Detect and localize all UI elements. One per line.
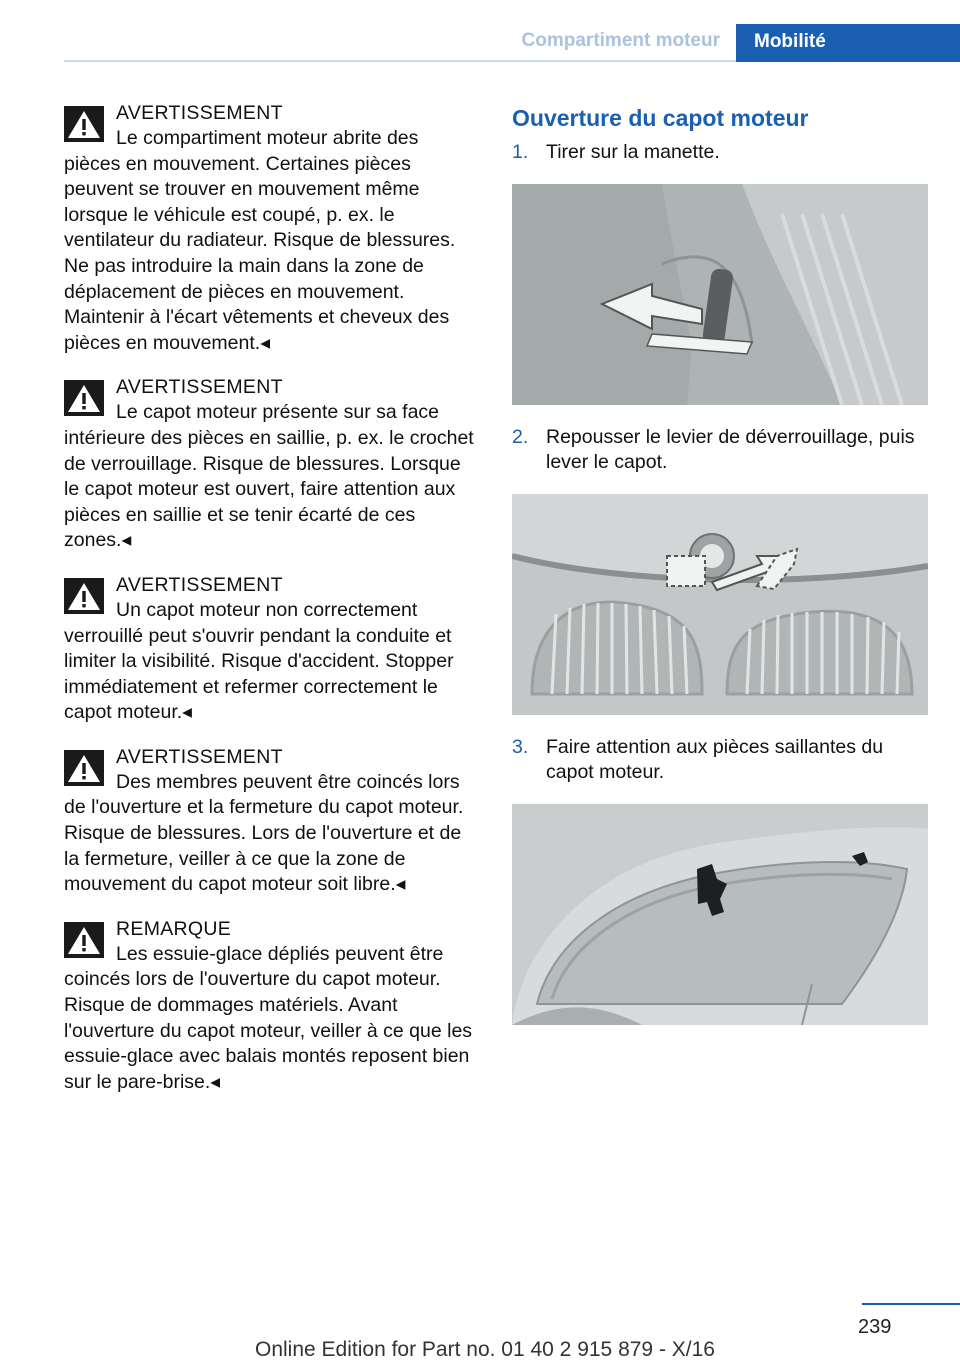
warning-text: Le capot moteur présente sur sa face intérieure des pièces en saillie, p. ex. le crochet de verrouillage. Risque de blessures. Lorsque le capot moteur est ouvert, faire attention aux pièces en saillie et se tenir écarté de ces zones.◂ [64, 401, 474, 552]
warning-text: Des membres peuvent être coincés lors de l'ouverture et la fermeture du capot moteur. Risque de blessures. Lors de l'ouverture et de la fermeture, veiller à ce que la zone de mouvement du capot moteur soit libre.◂ [64, 770, 464, 896]
warning-block [64, 100, 476, 356]
step-text: Tirer sur la manette. [546, 141, 720, 163]
step-number: 2. [512, 425, 529, 448]
step-item [512, 425, 928, 476]
step-number: 1. [512, 141, 529, 163]
step-number: 3. [512, 735, 529, 758]
warning-title: AVERTISSEMENT [116, 573, 283, 596]
page-header [0, 0, 960, 62]
step-text: Repousser le levier de déverrouillage, puis lever le capot. [546, 425, 915, 474]
page-number-rule [862, 1303, 960, 1305]
notice-title: REMARQUE [116, 917, 232, 940]
edition-footer: Online Edition for Part no. 01 40 2 915 879 - X/16 [255, 1338, 715, 1361]
warning-text: Un capot moteur non correctement verrouillé peut s'ouvrir pendant la conduite et limiter la visibilité. Risque d'accident. Stopper immédiatement et refermer correctement le capot moteur.◂ [64, 598, 454, 724]
warning-block [64, 374, 476, 554]
header-section-title: Compartiment moteur [521, 30, 720, 51]
warning-block [64, 744, 476, 898]
notice-text: Les essuie-glace dépliés peuvent être coincés lors de l'ouverture du capot moteur. Risque de dommages matériels. Avant l'ouverture du capot moteur, veiller à ce que les essuie-glace avec balais montés reposent bien sur le pare-brise.◂ [64, 942, 473, 1093]
procedure-column [512, 100, 928, 1045]
step-item [512, 140, 928, 166]
warning-triangle-icon [64, 578, 104, 614]
release-lever-illustration [512, 494, 928, 715]
warning-text: Le compartiment moteur abrite des pièces en mouvement. Certaines pièces peuvent se trouver en mouvement même lorsque le véhicule est coupé, p. ex. le ventilateur du radiateur. Risque de blessures. Ne pas introduire la main dans la zone de déplacement de pièces en mouvement. Maintenir à l'écart vêtements et cheveux des pièces en mouvement.◂ [64, 127, 456, 354]
hood-release-handle-illustration [512, 184, 928, 405]
warning-triangle-icon [64, 922, 104, 958]
header-divider [64, 60, 736, 62]
warning-triangle-icon [64, 106, 104, 142]
header-tab-mobilite[interactable]: Mobilité [736, 24, 960, 62]
section-title: Ouverture du capot moteur [512, 105, 809, 131]
warning-title: AVERTISSEMENT [116, 745, 283, 768]
warning-block [64, 916, 476, 1096]
warning-title: AVERTISSEMENT [116, 376, 283, 399]
warnings-column [64, 100, 476, 1113]
warning-triangle-icon [64, 750, 104, 786]
step-text: Faire attention aux pièces saillantes du capot moteur. [546, 735, 884, 784]
step-item [512, 735, 928, 786]
hood-underside-illustration [512, 804, 928, 1025]
warning-block [64, 572, 476, 726]
warning-triangle-icon [64, 380, 104, 416]
page-number: 239 [858, 1316, 892, 1338]
warning-title: AVERTISSEMENT [116, 102, 283, 124]
